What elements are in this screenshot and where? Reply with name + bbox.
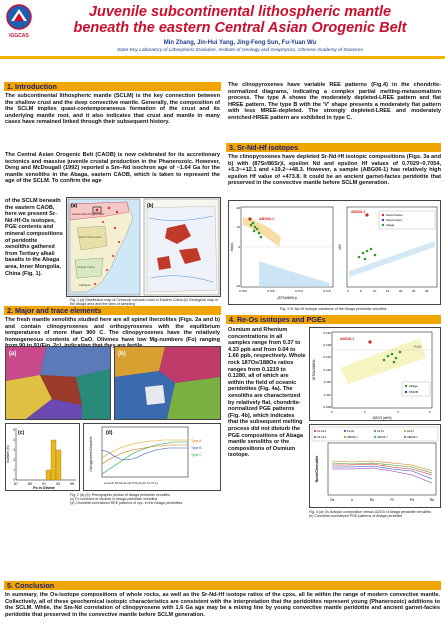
sr-nd-hf-paragraph: The clinopyroxenes have depleted Sr-Nd-Hf isotopic compositions (Figs. 3a and b) with (87Sr/86Sr)i, epsilon Nd and epsilon Hf values of 0.7029~0.7054, +5.3~+12.1 and +19.2~+48.3. However, a sample (ABG06-1) has relatively high epsilon Hf value of +473.8. It could be an ancient garnet-facies peridotite that preserved in the convective mantle before SCLM generation. xyxy=(228,154,441,187)
fig4-caption-line-1: Fig. 4 (a) Os isotopic composition versus Al2O3 of Abaga peridotite xenoliths xyxy=(309,510,431,514)
fig4a-yticks xyxy=(323,331,331,409)
fig3a-point xyxy=(258,232,261,235)
svg-text:10: 10 xyxy=(373,289,377,293)
svg-text:20: 20 xyxy=(236,206,240,210)
fig2d-ylabel: Clinopyroxene/Chondrite xyxy=(89,436,93,472)
fig2c-bar xyxy=(51,440,56,480)
fig4b-pge-patterns xyxy=(310,425,440,507)
fig3a-ylabel: εNd(t) xyxy=(230,242,234,252)
logo-text: IGGCAS xyxy=(9,33,29,39)
figure-2-caption xyxy=(70,493,220,506)
fig4b-xticks xyxy=(330,498,434,502)
fig1b-label: (b) xyxy=(147,203,154,209)
fig3b-point xyxy=(366,250,369,253)
fig4b-legend-box xyxy=(312,427,438,441)
figure-1 xyxy=(66,197,221,297)
svg-text:2: 2 xyxy=(364,410,366,414)
header-rule xyxy=(0,56,445,59)
svg-text:A1-A2-1: A1-A2-1 xyxy=(317,430,327,433)
institute-logo xyxy=(4,3,34,41)
fig4a-xlabel: Al2O3 (wt%) xyxy=(372,416,392,420)
fig1a-cathaysia-text: Cathaysia xyxy=(79,284,91,287)
intro-paragraph-2b: of the SCLM beneath the eastern CAOB, here we present Sr-Nd-Hf-Os isotopes, PGE contents and mineral compositions of peridotite xenoliths gathered from Tertiary alkali basalts in the Abaga area, Inner Mongolia, China (Fig. 1). xyxy=(5,198,63,277)
fig4a-legend-marker xyxy=(405,391,407,393)
fig3b-legend-marker xyxy=(382,214,384,216)
fig2a-label: (a) xyxy=(9,351,17,357)
svg-text:0.132: 0.132 xyxy=(323,331,331,335)
fig2b-mineral-grains xyxy=(115,347,220,419)
fig3a-point xyxy=(254,226,257,229)
fig2-caption-line-1: Fig. 2 (a),(b): Petrographic photos of Abaga peridotite xenoliths xyxy=(70,493,171,497)
fig1a-caob-text: Central Asian Orogenic Belt xyxy=(72,213,104,216)
fig2c-bar xyxy=(56,450,61,480)
svg-text:0.705: 0.705 xyxy=(267,289,275,293)
fig4a-sample-label: ABG06-1 xyxy=(340,337,355,341)
fig2a-micrograph xyxy=(6,347,110,419)
title-line-2: beneath the eastern Central Asian Orogenic Belt xyxy=(73,20,407,36)
svg-text:10: 10 xyxy=(236,225,240,229)
fig4-caption-line-2: (b) Chondrite-normalized PGE patterns of Abaga peridotite xyxy=(309,514,403,519)
fig4a-point xyxy=(399,351,402,354)
fig3b-point-abg06-1 xyxy=(365,213,368,216)
svg-text:0.116: 0.116 xyxy=(323,380,331,384)
figure-2b-photo xyxy=(114,346,221,420)
intro-paragraph-1: The subcontinental lithospheric mantle (SCLM) is the key connection between the shallow crust and the deep convective mantle. Generally, the composition of the SCLM implies quasi-contemporaneous formation of the crust and its underlying mantle root, and it also indicates that crust and mantle in many cases have remained linked through their subsequent history. xyxy=(5,93,220,126)
svg-text:ABG06-1: ABG06-1 xyxy=(407,436,418,439)
fig2d-legend-a: Type A xyxy=(191,439,202,443)
svg-text:0.112: 0.112 xyxy=(323,393,331,397)
fig3b-ylabel: εHf xyxy=(338,244,342,250)
fig3b-legend-marker xyxy=(382,219,384,221)
fig1a-ncc-text: North China Craton xyxy=(79,236,102,239)
fig2d-type-b-line xyxy=(102,448,188,460)
fig3a-point xyxy=(260,236,263,239)
ree-patterns-paragraph: The clinopyroxenes have variable REE patterns (Fig.4) in the chondrite-normalized diagrams, indicating a complex partial melting-metasomatism process. The type A shows the moderately depleted-LREE pattern and flat HREE pattern. The type B with the 'V' shape presents a moderately flat pattern with less MREE-depleted. The strongly depleted-LREE and moderately enriched-HREE pattern are exhibited in type C. xyxy=(228,82,441,121)
figure-1-maps xyxy=(67,198,220,296)
fig4a-xticks xyxy=(331,410,431,414)
svg-text:A2-11: A2-11 xyxy=(407,430,414,433)
figure-4-caption xyxy=(309,510,441,518)
section-heading-re-os: 4. Re-Os isotopes and PGEs xyxy=(226,315,441,324)
figure-4b-chart xyxy=(309,424,441,508)
fig2c-bars xyxy=(46,440,61,480)
fig3b-point xyxy=(370,248,373,251)
svg-text:ABG06-1: ABG06-1 xyxy=(347,436,358,439)
svg-text:4: 4 xyxy=(397,410,399,414)
figure-2d-chart xyxy=(83,423,221,491)
svg-text:0.120: 0.120 xyxy=(323,368,331,372)
figure-3-caption: Fig. 3 Sr-Nd-Hf isotopic variations of the Abaga peridotitic xenoliths xyxy=(280,307,387,311)
section-heading-introduction: 1. Introduction xyxy=(4,82,221,91)
fig4a-point xyxy=(383,359,386,362)
major-trace-paragraph: The fresh mantle xenoliths studied here are all spinel lherzolites (Figs. 2a and b) and contain clinopyroxenes and orthopyroxenes with the equilibrium temperatures of more than 900 C. The clinopyroxenes have the relatively homogeneous contents of CaO. Olivines have low Mg-numbers (Fo) ranging xyxy=(5,317,220,343)
svg-text:A2-10: A2-10 xyxy=(377,430,384,433)
fig3a-point xyxy=(250,224,253,227)
fig2d-xticks: La Ce Pr Nd Sm Eu Gd Tb Dy Ho Er Tm Yb Lu xyxy=(104,482,158,485)
fig3a-xlabel: (87Sr/86Sr)i xyxy=(277,296,297,300)
fig4a-point xyxy=(387,355,390,358)
fig4a-point xyxy=(395,357,398,360)
svg-text:0: 0 xyxy=(238,245,240,249)
svg-text:ABG06-7: ABG06-7 xyxy=(377,436,388,439)
svg-text:91: 91 xyxy=(42,482,46,486)
fig2d-legend-b: Type B xyxy=(191,446,202,450)
fig4a-legend-1: Abaga xyxy=(409,384,418,388)
svg-text:93: 93 xyxy=(56,482,60,486)
fig3b-point xyxy=(364,258,367,261)
svg-text:0.108: 0.108 xyxy=(323,405,331,409)
section-heading-sr-nd-hf: 3. Sr-Nd-Hf isotopes xyxy=(226,143,441,152)
fig1a-yangtze-text: Yangtze Craton xyxy=(77,266,95,269)
svg-text:Os: Os xyxy=(329,498,335,502)
svg-text:95: 95 xyxy=(70,482,74,486)
fig2d-pattern-lines xyxy=(102,440,188,474)
svg-text:A1-A2: A1-A2 xyxy=(347,430,355,433)
fig1b-basemap xyxy=(147,206,217,292)
fig4a-os-vs-al2o3 xyxy=(310,328,440,420)
fig2d-type-c-line xyxy=(102,442,188,474)
fig2c-yticks xyxy=(13,428,15,482)
fig4b-ylabel: Rock/Chondrite xyxy=(315,455,319,483)
figure-1-caption: Fig. 1 (a) Distribution map of Cenozoic volcanic rocks in Eastern China (b) Geological map of the Abaga area and the sites of sampling xyxy=(70,298,218,307)
fig4a-point xyxy=(393,361,396,364)
re-os-paragraph: Osmium and Rhenium concentrations in all samples range from 0.37 to 4.33 ppb and from 0.04 to 1.66 ppb, respectively. Whole rock 187Os/188Os ratios ranges from 0.1219 to 0.1280, all of which are within the field of oceanic peridotites (Fig. 4a). The xenoliths are characterized by relatively flat, chondrite-normalized PGE patterns (Fig. 4b), which indicates that the subsequent melting process did not disturb the PGE compositions of Abaga mantle xenoliths or the compositions of Osmium isotope. xyxy=(228,327,306,459)
fig4a-pum-label: PUM xyxy=(414,345,422,349)
svg-text:0.715: 0.715 xyxy=(323,289,331,293)
fig3b-point xyxy=(358,256,361,259)
fig2d-plot-frame xyxy=(102,427,188,477)
svg-text:Ru: Ru xyxy=(369,498,375,502)
fig4a-legend-2: KMOB xyxy=(409,390,418,394)
poster-title xyxy=(40,4,440,36)
fig2c-label: (c) xyxy=(18,430,25,436)
svg-text:0: 0 xyxy=(347,289,349,293)
svg-text:Ir: Ir xyxy=(350,498,354,502)
figure-3 xyxy=(228,200,441,305)
svg-text:89: 89 xyxy=(28,482,32,486)
fig3b-legend-2: Spinel facies xyxy=(386,218,402,222)
svg-text:0: 0 xyxy=(13,478,15,482)
section-heading-conclusion: 5. Conclusion xyxy=(4,581,441,590)
fig4a-point-abg06-1 xyxy=(368,340,371,343)
svg-text:-10: -10 xyxy=(235,284,240,288)
svg-text:Pd: Pd xyxy=(409,498,415,502)
fig2-caption-line-2: (c) Fo numbers of olivines in Abaga peridotite xenoliths xyxy=(70,497,158,502)
svg-text:Pt: Pt xyxy=(390,498,394,502)
fig3b-point xyxy=(374,254,377,257)
fig4a-legend-marker xyxy=(405,385,407,387)
svg-text:Re: Re xyxy=(429,498,435,502)
fig3b-legend-marker xyxy=(382,224,384,226)
fig3b-sample-label: ABG06-1 xyxy=(351,210,366,214)
fig2a-mineral-grains xyxy=(6,347,110,419)
fig2c-ylabel: Number (N) xyxy=(6,445,10,463)
figure-2c-chart xyxy=(5,423,80,491)
fig4a-point xyxy=(391,353,394,356)
affiliation: State Key Laboratory of Lithospheric Evolution, Institute of Geology and Geophysics, Chinese Academy of Sciences xyxy=(117,48,363,53)
svg-text:15: 15 xyxy=(386,289,390,293)
figure-4a-chart xyxy=(309,327,441,421)
fig3b-point xyxy=(362,252,365,255)
fig2d-label: (d) xyxy=(106,430,113,436)
fig3a-sample-label: ABG06-1 xyxy=(259,217,275,221)
fig3b-legend-3: Abaga xyxy=(386,223,395,227)
svg-text:30: 30 xyxy=(425,289,429,293)
svg-text:0.124: 0.124 xyxy=(323,355,331,359)
fig1a-label: (a) xyxy=(71,203,78,209)
fig2-caption-line-3: (d) Chondrite-normalized REE patterns of cpx. in the Abaga peridotites xyxy=(70,501,183,506)
fig3a-xticks xyxy=(239,289,331,293)
svg-text:87: 87 xyxy=(14,482,18,486)
svg-text:3: 3 xyxy=(13,448,15,452)
fig3b-xticks xyxy=(347,289,429,293)
fig2d-type-a-line xyxy=(102,440,188,458)
conclusion-paragraph: In summary, the Os-isotope compositions of whole rocks, as well as the Sr-Nd-Hf isotope ratios of the cpxs, all lie within the range of modern convective mantle. Collectively, all of these geochemical isotopic characteristics are consistent with the interpretation that the peridotites represent young (Phanerozoic) additions to the SCLM. While, the Sm-Nd correlation of clinopyroxene with 1.6 Ga age may be a mixing line by young convective mantle peridotite and ancient garnet-facies peridotite that preserved in the convective mantle before SCLM generation. xyxy=(5,592,440,618)
title-line-1: Juvenile subcontinental lithospheric mantle xyxy=(88,4,392,20)
svg-text:0.128: 0.128 xyxy=(323,343,331,347)
fig3b-legend-1: Garnet facies xyxy=(386,213,403,217)
svg-text:5: 5 xyxy=(360,289,362,293)
svg-text:1: 1 xyxy=(13,468,15,472)
svg-text:20: 20 xyxy=(399,289,403,293)
fig3a-point xyxy=(256,228,259,231)
fig3a-yticks xyxy=(236,206,241,288)
fig2c-xlabel: Fo in Olivine xyxy=(33,486,55,490)
fig3a-point-abg06-1 xyxy=(248,217,251,220)
svg-text:A3-A2-1: A3-A2-1 xyxy=(317,436,327,439)
svg-text:6: 6 xyxy=(429,410,431,414)
fig3a-point xyxy=(252,222,255,225)
fig2d-ree-pattern xyxy=(84,424,220,490)
svg-text:0: 0 xyxy=(331,410,333,414)
svg-text:0.710: 0.710 xyxy=(295,289,303,293)
fig2d-legend-c: Type C xyxy=(191,453,202,457)
svg-text:5: 5 xyxy=(13,428,15,432)
fig2c-bar xyxy=(46,470,51,480)
fig2b-micrograph xyxy=(115,347,220,419)
svg-text:2: 2 xyxy=(13,458,15,462)
fig3a-point xyxy=(253,230,256,233)
fig2c-histogram xyxy=(6,424,79,490)
section-heading-major-trace: 2. Major and trace elements xyxy=(4,306,221,315)
fig4a-ylabel: 187Os/188Os xyxy=(312,359,316,381)
fig2b-label: (b) xyxy=(118,351,126,357)
figure-2a-photo xyxy=(5,346,111,420)
svg-text:4: 4 xyxy=(13,438,15,442)
svg-text:25: 25 xyxy=(412,289,416,293)
intro-paragraph-2a: The Central Asian Orogenic Belt (CAOB) is now celebrated for its accretionary tectonics and massive juvenile crustal production in the Phanerozoic. However, Deng and McDougall (1992) reported a Sm–Nd isochron age of ~1.64 Ga for the mantle xenoliths in the Abaga, eastern CAOB, which is taken to represent the age of the SCLM. To confirm the age xyxy=(5,152,220,185)
authors: Min Zhang, Jin-Hui Yang, Jing-Feng Sun, Fu-Yuan Wu xyxy=(163,40,317,46)
svg-text:0.700: 0.700 xyxy=(239,289,247,293)
fig3-isotope-plots xyxy=(229,201,440,304)
